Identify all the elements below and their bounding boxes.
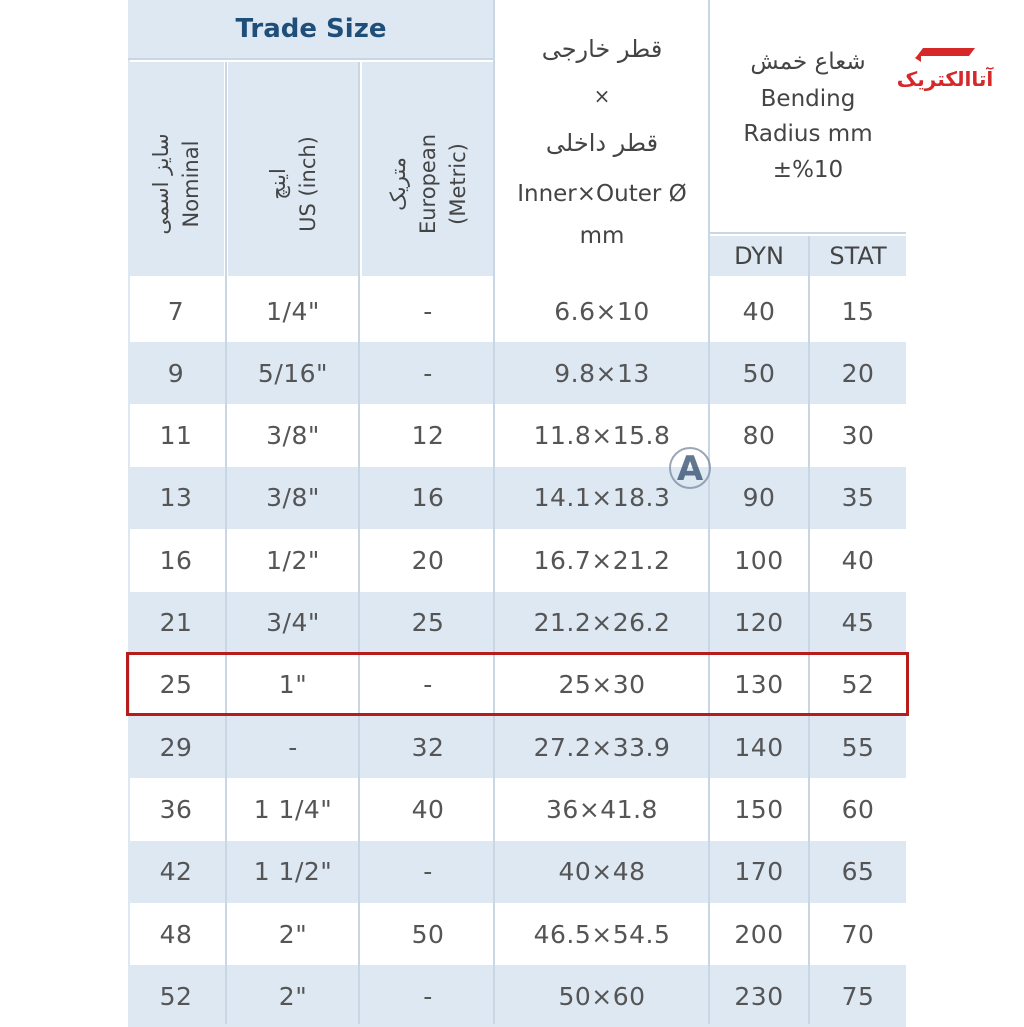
- nominal-cell: 29: [159, 732, 193, 762]
- us-cell: 3/8": [266, 483, 320, 513]
- stat-header-label: STAT: [829, 242, 887, 270]
- us-cell: 5/16": [257, 358, 329, 388]
- eu-cell: 32: [411, 732, 445, 762]
- table-row: [128, 778, 906, 840]
- diam-cell: 46.5×54.5: [533, 919, 671, 949]
- stat-cell: 35: [841, 483, 875, 513]
- diam-cell: 36×41.8: [546, 794, 658, 824]
- eu-header-en1: European: [416, 133, 440, 235]
- us-cell: 1": [278, 670, 308, 700]
- nominal-cell: 9: [167, 358, 185, 388]
- col-divider: [808, 236, 810, 1024]
- dyn-cell: 100: [734, 545, 784, 575]
- nominal-header-fa: سایز اسمی: [149, 133, 173, 235]
- eu-cell: 12: [411, 421, 445, 451]
- us-cell: 2": [278, 919, 308, 949]
- us-cell: 3/8": [266, 421, 320, 451]
- dyn-cell: 140: [734, 732, 784, 762]
- eu-cell: 25: [411, 608, 445, 637]
- dyn-cell: 50: [742, 358, 776, 388]
- dyn-cell: 130: [734, 670, 784, 700]
- eu-cell: 50: [411, 919, 445, 949]
- col-divider: [128, 0, 130, 1024]
- diameter-header-en: Inner×Outer Ø: [517, 181, 687, 207]
- nominal-cell: 16: [159, 545, 193, 575]
- col-divider: [493, 0, 495, 1024]
- watermark-logo: [660, 442, 720, 502]
- diam-cell: 27.2×33.9: [533, 732, 671, 762]
- eu-header-en2: (Metric): [446, 143, 470, 225]
- header-divider: [710, 232, 906, 234]
- nominal-cell: 7: [167, 296, 185, 326]
- stat-cell: 15: [841, 296, 875, 326]
- highlighted-row-border: [126, 652, 909, 716]
- us-cell: 3/4": [266, 608, 320, 637]
- diam-cell: 50×60: [558, 981, 646, 1011]
- us-cell: 1 1/2": [253, 857, 333, 887]
- bending-header-en2: Radius mm: [743, 121, 873, 147]
- stat-cell: 75: [841, 981, 875, 1011]
- stat-cell: 20: [841, 358, 875, 388]
- us-cell: 1 1/4": [253, 794, 333, 824]
- dyn-cell: 200: [734, 919, 784, 949]
- stat-cell: 30: [841, 421, 875, 451]
- diameter-header-unit: mm: [579, 223, 625, 249]
- nominal-cell: 36: [159, 794, 193, 824]
- us-cell: 1/2": [266, 545, 320, 575]
- stat-cell: 55: [841, 732, 875, 762]
- stat-cell: 65: [841, 857, 875, 887]
- nominal-cell: 48: [159, 919, 193, 949]
- watermark-letter: A: [676, 449, 704, 489]
- dyn-cell: 170: [734, 857, 784, 887]
- diam-cell: 25×30: [558, 670, 646, 700]
- col-divider: [358, 62, 360, 1024]
- eu-cell: -: [423, 857, 433, 887]
- us-inch-header: [228, 62, 358, 276]
- bending-header-tolerance: ±%10: [772, 157, 844, 183]
- eu-cell: -: [423, 296, 433, 326]
- nominal-cell: 42: [159, 857, 193, 887]
- nominal-cell: 11: [159, 421, 193, 451]
- us-cell: 2": [278, 981, 308, 1011]
- us-header-fa: اینچ: [266, 168, 290, 200]
- table-row: [128, 965, 906, 1027]
- col-divider: [708, 0, 710, 1024]
- dyn-cell: 230: [734, 981, 784, 1011]
- table-row: [128, 903, 906, 965]
- dyn-cell: 40: [742, 296, 776, 326]
- eu-cell: 40: [411, 794, 445, 824]
- nominal-cell: 21: [159, 608, 193, 637]
- us-cell: -: [288, 732, 298, 762]
- nominal-cell: 25: [159, 670, 193, 700]
- eu-header-fa: متریک: [386, 157, 410, 211]
- stat-cell: 52: [841, 670, 875, 700]
- dyn-header: [710, 236, 808, 276]
- trade-size-header: [128, 0, 494, 58]
- dyn-header-label: DYN: [734, 242, 784, 270]
- us-header-en: US (inch): [296, 136, 320, 232]
- european-header: [362, 62, 494, 276]
- stat-cell: 40: [841, 545, 875, 575]
- diameter-header-times: ×: [593, 84, 611, 108]
- brand-logo-text: آتاالکتریک: [896, 67, 994, 91]
- eu-cell: 20: [411, 545, 445, 575]
- diam-cell: 6.6×10: [554, 296, 650, 326]
- stat-header: [810, 236, 906, 276]
- stat-cell: 60: [841, 794, 875, 824]
- eu-cell: 16: [411, 483, 445, 513]
- stat-cell: 70: [841, 919, 875, 949]
- diam-cell: 40×48: [558, 857, 646, 887]
- table-row: [128, 716, 906, 778]
- bending-header-en1: Bending: [760, 86, 856, 112]
- bending-header: [710, 30, 906, 200]
- dyn-cell: 150: [734, 794, 784, 824]
- dyn-cell: 120: [734, 608, 784, 637]
- eu-cell: -: [423, 981, 433, 1011]
- table-row: [128, 529, 906, 591]
- header-divider: [128, 58, 494, 60]
- diam-cell: 11.8×15.8: [533, 421, 671, 451]
- diameter-header: [496, 0, 708, 276]
- bending-header-fa: شعاع خمش: [750, 49, 866, 75]
- us-cell: 1/4": [266, 296, 320, 326]
- table-row: [128, 405, 906, 467]
- eu-cell: -: [423, 670, 433, 700]
- table-row: [128, 467, 906, 529]
- nominal-cell: 52: [159, 981, 193, 1011]
- eu-cell: -: [423, 358, 433, 388]
- diam-cell: 21.2×26.2: [533, 608, 671, 637]
- nominal-header: [128, 62, 224, 276]
- table-row: [128, 841, 906, 903]
- brand-logo: [896, 40, 994, 100]
- trade-size-title: Trade Size: [235, 14, 387, 44]
- diam-cell: 14.1×18.3: [533, 483, 671, 513]
- dyn-cell: 90: [742, 483, 776, 513]
- table-row: [128, 592, 906, 654]
- diameter-header-inner-fa: قطر داخلی: [545, 129, 659, 157]
- table-row: [128, 280, 906, 342]
- nominal-header-en: Nominal: [179, 140, 203, 228]
- stat-cell: 45: [841, 608, 875, 637]
- dyn-cell: 80: [742, 421, 776, 451]
- table-row: [128, 342, 906, 404]
- diam-cell: 16.7×21.2: [533, 545, 671, 575]
- diam-cell: 9.8×13: [554, 358, 650, 388]
- diameter-header-outer-fa: قطر خارجی: [541, 35, 663, 63]
- col-divider: [225, 62, 227, 1024]
- nominal-cell: 13: [159, 483, 193, 513]
